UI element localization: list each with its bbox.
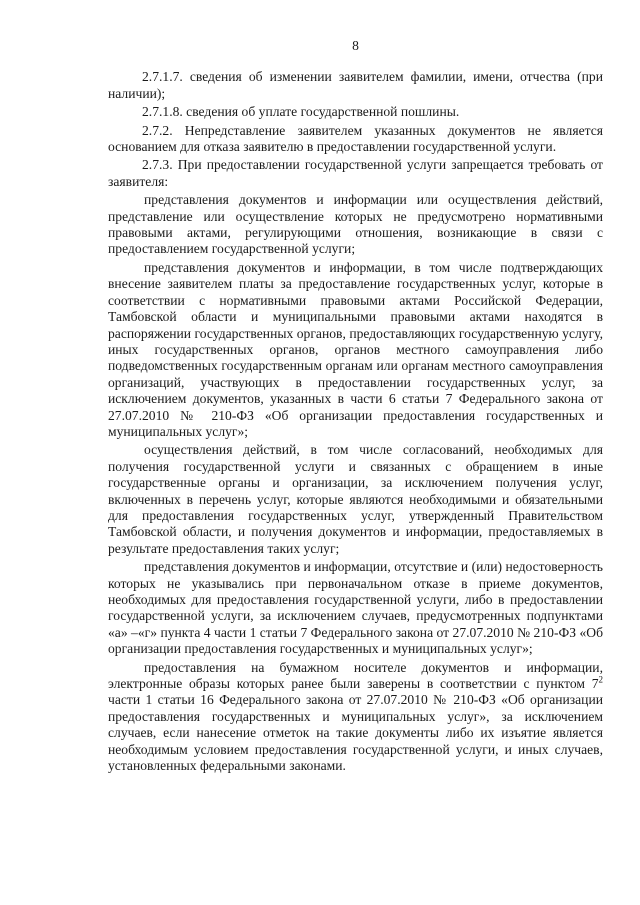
superscript-2: 2	[598, 674, 603, 685]
paper-documents-text-start: предоставления на бумажном носителе документов и информации, электронные образы которых ранее были заверены в соответствии с пунктом 7	[108, 659, 603, 692]
paragraph-2-7-1-7: 2.7.1.7. сведения об изменении заявителем фамилии, имени, отчества (при наличии);	[108, 69, 603, 101]
paragraph-2-7-3: 2.7.3. При предоставлении государственной услуги запрещается требовать от заявителя:	[108, 157, 603, 189]
list-item-documents: представления документов и информации, в том числе подтверждающих внесение заявителем платы за предоставление государственных услуг, которые в соответствии с нормативными правовыми актами Российской Федерации, Тамбовской области и муниципальными правовыми актами находятся в распоряжении государственных органов, предоставляющих государственную услугу, иных государственных органов, органов местного самоуправления либо подведомственных государственным органам или органам местного самоуправления организаций, участвующих в предоставлении государственных услуг, за исключением документов, указанных в части 6 статьи 7 Федерального закона от 27.07.2010 № 210-ФЗ «Об организации предоставления государственных и муниципальных услуг»;	[108, 259, 603, 439]
document-page	[108, 38, 603, 776]
list-item-refusal: представления документов и информации, отсутствие и (или) недостоверность которых не указывались при первоначальном отказе в приеме документов, необходимых для предоставления государственной услуги, либо в предоставлении государственной услуги, за исключением случаев, предусмотренных подпунктами «а» –«г» пункта 4 части 1 статьи 7 Федерального закона от 27.07.2010 № 210-ФЗ «Об организации предоставления государственных и муниципальных услуг»;	[108, 559, 603, 657]
paragraph-2-7-1-8: 2.7.1.8. сведения об уплате государственной пошлины.	[142, 104, 460, 120]
list-item-approvals: осуществления действий, в том числе согласований, необходимых для получения государственной услуги и связанных с обращением в иные государственные органы и организации, за исключением получения услуг, включенных в перечень услуг, которые являются необходимыми и обязательными для предоставления государственных услуг, утвержденный Правительством Тамбовской области, и получения документов и информации, предоставляемых в результате предоставления таких услуг;	[108, 442, 603, 556]
list-item-actions: представления документов и информации или осуществления действий, представление или осуществление которых не предусмотрено нормативными правовыми актами, регулирующими отношения, возникающие в связи с предоставлением государственной услуги;	[108, 192, 603, 257]
paragraph-2-7-2: 2.7.2. Непредставление заявителем указанных документов не является основанием для отказа заявителю в предоставлении государственной услуги.	[108, 122, 603, 155]
paper-documents-text-end: части 1 статьи 16 Федерального закона от 27.07.2010 № 210-ФЗ «Об организации предоставления государственных и муниципальных услуг», за исключением случаев, если нанесение отметок на такие документы либо их изъятие является необходимым условием предоставления государственной услуги, и иных случаев, установленных федеральными законами.	[108, 692, 603, 774]
list-item-paper-documents	[108, 660, 603, 775]
page-number: 8	[352, 38, 359, 53]
